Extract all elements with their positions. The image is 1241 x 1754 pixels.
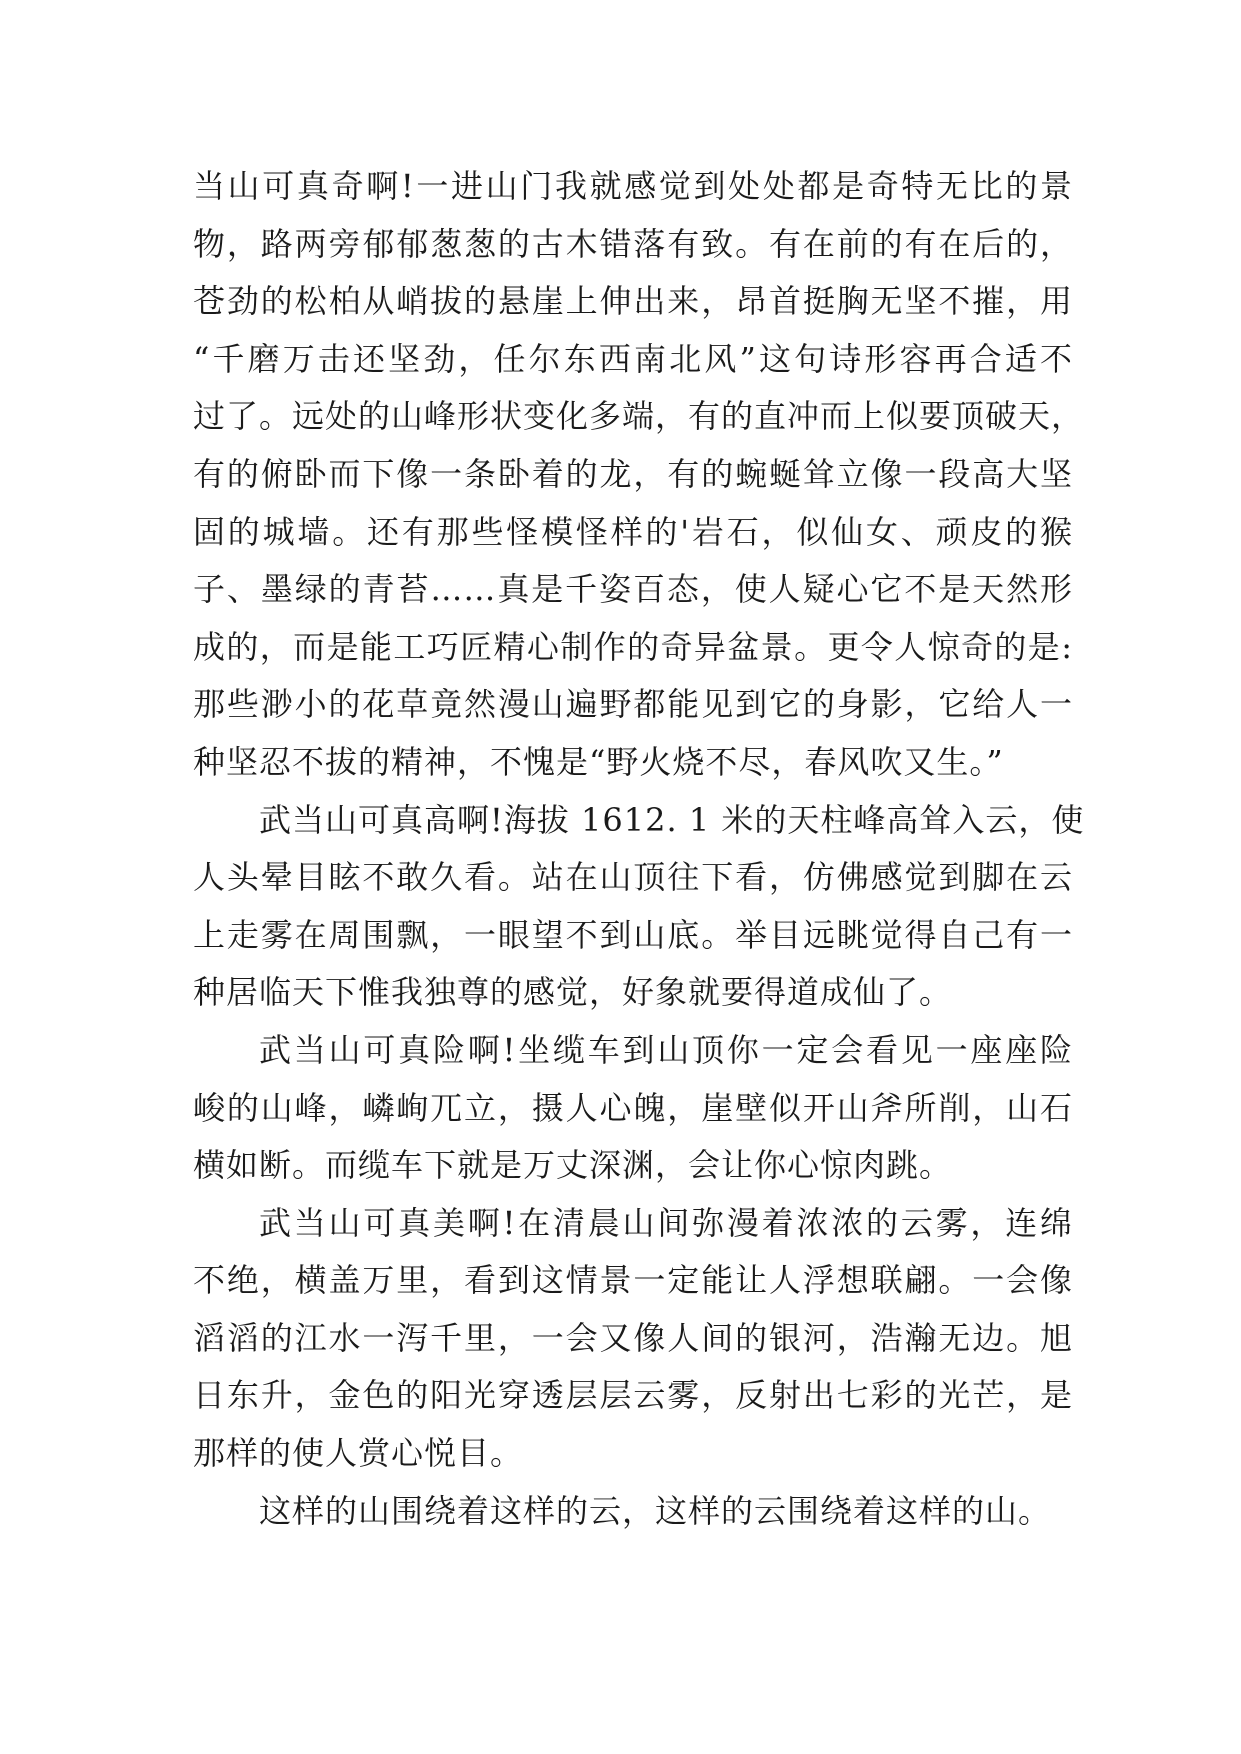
text-line: 当山可真奇啊!一进山门我就感觉到处处都是奇特无比的景 [193,167,1073,205]
text-line: 种坚忍不拔的精神，不愧是“野火烧不尽，春风吹又生。” [193,742,1004,781]
paragraph-mei [193,1195,1073,1483]
text-line: “千磨万击还坚劲，任尔东西南北风”这句诗形容再合适不 [193,339,1073,378]
text-line: 成的，而是能工巧匠精心制作的奇异盆景。更令人惊奇的是: [193,627,1073,666]
text-line: 人头晕目眩不敢久看。站在山顶往下看，仿佛感觉到脚在云 [193,858,1073,897]
text-line: 子、墨绿的青苔……真是千姿百态，使人疑心它不是天然形 [193,570,1073,609]
text-line: 过了。远处的山峰形状变化多端，有的直冲而上似要顶破天， [193,397,1085,436]
text-line: 日东升，金色的阳光穿透层层云雾，反射出七彩的光芒，是 [193,1376,1073,1415]
paragraph-closing [193,1483,1073,1541]
text-line: 武当山可真险啊!坐缆车到山顶你一定会看见一座座险 [259,1030,1073,1069]
text-line: 这样的山围绕着这样的云，这样的云围绕着这样的山。 [259,1491,1052,1530]
text-line: 峻的山峰，嶙峋兀立，摄人心魄，崖壁似开山斧所削，山石 [193,1088,1073,1127]
text-line: 上走雾在周围飘，一眼望不到山底。举目远眺觉得自己有一 [193,915,1073,954]
paragraph-qi [193,158,1085,792]
text-line: 固的城墙。还有那些怪模怪样的'岩石，似仙女、顽皮的猴 [193,512,1073,551]
text-line: 武当山可真美啊!在清晨山间弥漫着浓浓的云雾，连绵 [259,1203,1073,1242]
paragraph-gao [193,792,1085,1022]
text-line: 物，路两旁郁郁葱葱的古木错落有致。有在前的有在后的， [193,224,1073,263]
text-line: 那样的使人赏心悦目。 [193,1434,524,1473]
text-line: 不绝，横盖万里，看到这情景一定能让人浮想联翩。一会像 [193,1261,1073,1300]
document-body [193,158,1085,1540]
text-line: 武当山可真高啊!海拔 1612. 1 米的天柱峰高耸入云，使 [259,800,1085,839]
text-line: 苍劲的松柏从峭拔的悬崖上伸出来，昂首挺胸无坚不摧，用 [193,282,1073,321]
text-line: 横如断。而缆车下就是万丈深渊，会让你心惊肉跳。 [193,1146,953,1185]
paragraph-xian [193,1022,1073,1195]
text-line: 滔滔的江水一泻千里，一会又像人间的银河，浩瀚无边。旭 [193,1318,1073,1357]
text-line: 有的俯卧而下像一条卧着的龙，有的蜿蜒耸立像一段高大坚 [193,454,1073,493]
text-line: 那些渺小的花草竟然漫山遍野都能见到它的身影，它给人一 [193,685,1073,724]
text-line: 种居临天下惟我独尊的感觉，好象就要得道成仙了。 [193,973,953,1012]
